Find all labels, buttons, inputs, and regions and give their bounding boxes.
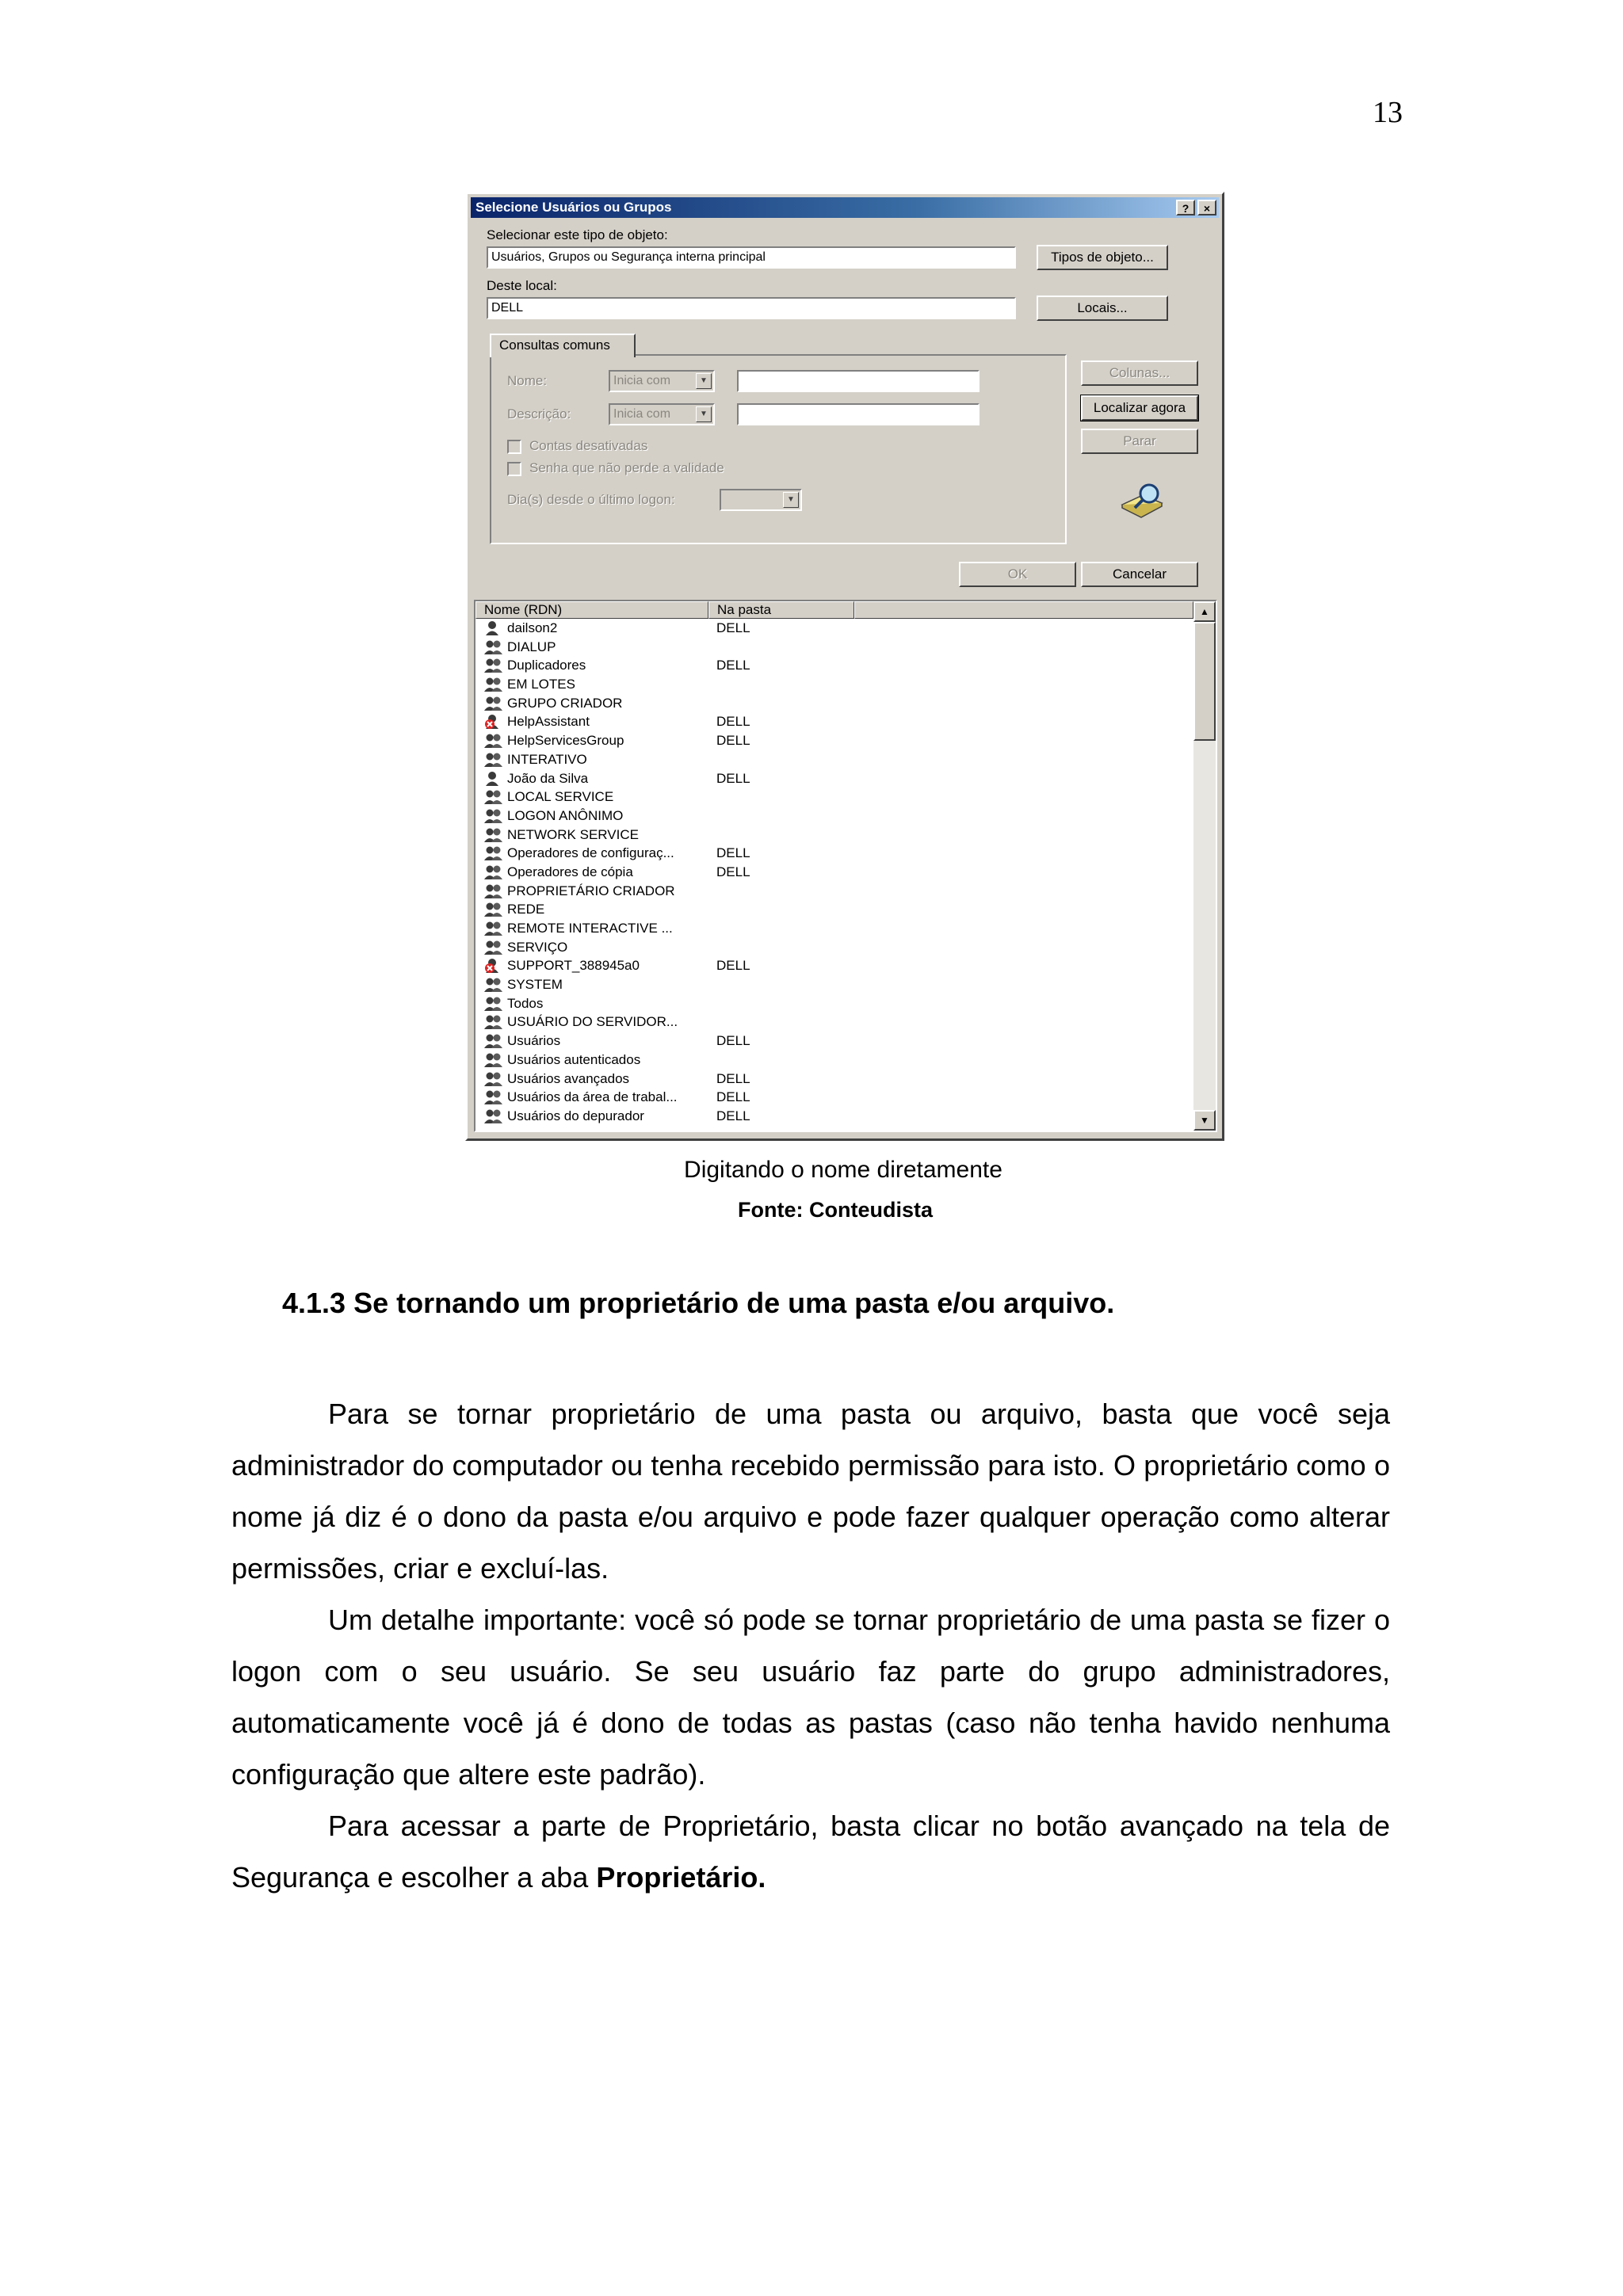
list-item-name: INTERATIVO xyxy=(507,751,587,767)
list-item[interactable] xyxy=(475,788,1193,807)
list-item-name: DIALUP xyxy=(507,639,556,654)
description-mode-value: Inicia com xyxy=(613,407,671,421)
column-header-spacer xyxy=(854,601,1193,619)
list-item-name: PROPRIETÁRIO CRIADOR xyxy=(507,883,675,898)
group-icon xyxy=(483,658,504,673)
list-item-folder: DELL xyxy=(716,1089,750,1105)
dialog-titlebar xyxy=(471,197,1219,218)
description-label: Descrição: xyxy=(507,406,571,421)
chevron-down-icon: ▼ xyxy=(696,373,712,389)
group-icon xyxy=(483,696,504,711)
group-icon xyxy=(483,1014,504,1030)
list-item-folder: DELL xyxy=(716,714,750,730)
group-icon xyxy=(483,1033,504,1049)
list-item-folder: DELL xyxy=(716,845,750,861)
list-item-name: Usuários xyxy=(507,1033,561,1049)
tab-common-queries[interactable]: Consultas comuns xyxy=(490,334,636,357)
results-list[interactable] xyxy=(474,600,1217,1132)
list-item[interactable] xyxy=(475,1051,1193,1070)
select-users-dialog xyxy=(465,192,1224,1141)
help-button[interactable]: ? xyxy=(1176,200,1195,215)
list-item[interactable] xyxy=(475,975,1193,994)
group-icon xyxy=(483,883,504,899)
group-icon xyxy=(483,1052,504,1068)
list-item-name: Usuários autenticados xyxy=(507,1051,641,1067)
list-header xyxy=(475,601,1193,619)
list-item-folder: DELL xyxy=(716,770,750,786)
list-item[interactable] xyxy=(475,1107,1193,1126)
disabled-accounts-checkbox[interactable] xyxy=(507,440,521,454)
group-icon xyxy=(483,639,504,655)
ok-button[interactable]: OK xyxy=(959,562,1076,587)
group-icon xyxy=(483,845,504,861)
scroll-thumb[interactable] xyxy=(1193,622,1216,741)
group-icon xyxy=(483,996,504,1012)
list-item-folder: DELL xyxy=(716,864,750,879)
disabled-accounts-label: Contas desativadas xyxy=(529,438,648,453)
list-item-name: HelpServicesGroup xyxy=(507,733,624,749)
find-now-button[interactable]: Localizar agora xyxy=(1081,395,1198,421)
list-item-folder: DELL xyxy=(716,1070,750,1086)
stop-button[interactable]: Parar xyxy=(1081,429,1198,454)
list-item-folder: DELL xyxy=(716,733,750,749)
user-icon xyxy=(483,771,504,787)
list-item-folder: DELL xyxy=(716,958,750,974)
group-icon xyxy=(483,677,504,692)
name-mode-select[interactable] xyxy=(609,370,715,392)
paragraph-text: Para acessar a parte de Proprietário, basta clicar no botão avançado na tela de Segurança e escolher a aba xyxy=(231,1810,1390,1894)
list-item[interactable] xyxy=(475,938,1193,957)
group-icon xyxy=(483,977,504,993)
list-item-name: Usuários avançados xyxy=(507,1070,630,1086)
list-item-name: USUÁRIO DO SERVIDOR... xyxy=(507,1014,678,1030)
group-icon xyxy=(483,940,504,955)
list-item[interactable] xyxy=(475,863,1193,882)
name-input[interactable] xyxy=(737,370,980,392)
list-item[interactable] xyxy=(475,882,1193,901)
list-item-name: GRUPO CRIADOR xyxy=(507,695,623,711)
list-item[interactable] xyxy=(475,994,1193,1013)
columns-button[interactable]: Colunas... xyxy=(1081,360,1198,386)
disabled-user-icon xyxy=(483,714,504,730)
object-types-button[interactable]: Tipos de objeto... xyxy=(1037,245,1168,270)
scroll-up-icon[interactable]: ▲ xyxy=(1193,601,1216,622)
group-icon xyxy=(483,733,504,749)
list-item-name: REMOTE INTERACTIVE ... xyxy=(507,921,673,936)
list-item[interactable] xyxy=(475,656,1193,675)
list-item-folder: DELL xyxy=(716,1108,750,1123)
non-expiring-password-label: Senha que não perde a validade xyxy=(529,460,724,475)
list-item-name: SUPPORT_388945a0 xyxy=(507,958,640,974)
name-label: Nome: xyxy=(507,373,548,388)
list-item-name: REDE xyxy=(507,902,545,917)
group-icon xyxy=(483,808,504,824)
name-mode-value: Inicia com xyxy=(613,374,671,387)
list-item-folder: DELL xyxy=(716,658,750,673)
list-item[interactable] xyxy=(475,638,1193,657)
search-icon xyxy=(1116,478,1168,522)
locations-button[interactable]: Locais... xyxy=(1037,296,1168,321)
group-icon xyxy=(483,1108,504,1124)
list-item-name: LOCAL SERVICE xyxy=(507,789,614,805)
list-item[interactable] xyxy=(475,844,1193,863)
list-item-name: dailson2 xyxy=(507,620,558,635)
list-item-name: Operadores de configuraç... xyxy=(507,845,674,861)
days-since-logon-select[interactable] xyxy=(720,489,802,511)
dialog-title: Selecione Usuários ou Grupos xyxy=(475,200,672,215)
list-item-name: NETWORK SERVICE xyxy=(507,826,639,842)
close-button[interactable]: × xyxy=(1197,200,1216,215)
object-type-field[interactable]: Usuários, Grupos ou Segurança interna principal xyxy=(487,246,1016,269)
paragraph xyxy=(231,1800,1390,1903)
group-icon xyxy=(483,902,504,917)
group-icon xyxy=(483,789,504,805)
list-item-name: SYSTEM xyxy=(507,977,563,993)
figure-source: Fonte: Conteudista xyxy=(738,1198,933,1222)
list-item[interactable] xyxy=(475,900,1193,919)
paragraph: Para se tornar proprietário de uma pasta ou arquivo, basta que você seja administrador do computador ou tenha recebido permissão para isto. O proprietário como o nome já diz é o dono da pasta e/ou arquivo e pode fazer qualquer operação como alterar permissões, criar e excluí-las. xyxy=(231,1398,1390,1585)
list-item[interactable] xyxy=(475,1070,1193,1089)
list-item[interactable] xyxy=(475,956,1193,975)
list-item-name: Usuários da área de trabal... xyxy=(507,1089,678,1105)
column-header-name[interactable]: Nome (RDN) xyxy=(475,601,708,619)
list-item[interactable] xyxy=(475,919,1193,938)
list-item-name: HelpAssistant xyxy=(507,714,590,730)
group-icon xyxy=(483,752,504,768)
list-item[interactable] xyxy=(475,1013,1193,1032)
scroll-down-icon[interactable]: ▼ xyxy=(1193,1110,1216,1131)
description-input[interactable] xyxy=(737,403,980,425)
list-rows xyxy=(475,619,1193,1126)
paragraph-bold-term: Proprietário. xyxy=(596,1861,766,1894)
list-item-folder: DELL xyxy=(716,1033,750,1049)
group-icon xyxy=(483,1071,504,1087)
list-item-name: EM LOTES xyxy=(507,677,575,692)
list-item[interactable] xyxy=(475,769,1193,788)
list-item-name: João da Silva xyxy=(507,770,589,786)
group-icon xyxy=(483,864,504,880)
chevron-down-icon: ▼ xyxy=(783,492,799,508)
list-item[interactable] xyxy=(475,807,1193,826)
non-expiring-password-checkbox[interactable] xyxy=(507,462,521,476)
list-item[interactable] xyxy=(475,750,1193,769)
list-item[interactable] xyxy=(475,1088,1193,1107)
list-item-name: LOGON ANÔNIMO xyxy=(507,807,624,823)
location-label: Deste local: xyxy=(487,278,557,293)
list-item[interactable] xyxy=(475,694,1193,713)
list-item[interactable] xyxy=(475,619,1193,638)
list-item-name: SERVIÇO xyxy=(507,939,568,955)
group-icon xyxy=(483,921,504,936)
chevron-down-icon: ▼ xyxy=(696,406,712,422)
location-field[interactable]: DELL xyxy=(487,297,1016,319)
figure-caption: Digitando o nome diretamente xyxy=(684,1157,1002,1183)
description-mode-select[interactable] xyxy=(609,403,715,425)
paragraph: Um detalhe importante: você só pode se tornar proprietário de uma pasta se fizer o logon com o seu usuário. Se seu usuário faz parte do grupo administradores, automaticamente você já é dono de todas as pastas (caso não tenha havido nenhuma configuração que altere este padrão). xyxy=(231,1604,1390,1791)
page-number: 13 xyxy=(1373,96,1403,129)
list-item[interactable] xyxy=(475,1032,1193,1051)
cancel-button[interactable]: Cancelar xyxy=(1081,562,1198,587)
list-item-folder: DELL xyxy=(716,620,750,635)
list-item[interactable] xyxy=(475,731,1193,750)
section-heading: 4.1.3 Se tornando um proprietário de uma pasta e/ou arquivo. xyxy=(282,1287,1115,1319)
list-item-name: Todos xyxy=(507,995,544,1011)
body-text xyxy=(231,1388,1390,1903)
group-icon xyxy=(483,1089,504,1105)
list-item-name: Duplicadores xyxy=(507,658,586,673)
group-icon xyxy=(483,827,504,843)
days-since-logon-label: Dia(s) desde o último logon: xyxy=(507,492,675,507)
object-type-label: Selecionar este tipo de objeto: xyxy=(487,227,668,242)
column-header-folder[interactable]: Na pasta xyxy=(708,601,854,619)
list-item-name: Usuários do depurador xyxy=(507,1108,644,1123)
vertical-scrollbar[interactable] xyxy=(1193,601,1216,1131)
list-item[interactable] xyxy=(475,675,1193,694)
list-item-name: Operadores de cópia xyxy=(507,864,633,879)
user-icon xyxy=(483,620,504,636)
list-item[interactable] xyxy=(475,826,1193,845)
disabled-user-icon xyxy=(483,958,504,974)
list-item[interactable] xyxy=(475,712,1193,731)
